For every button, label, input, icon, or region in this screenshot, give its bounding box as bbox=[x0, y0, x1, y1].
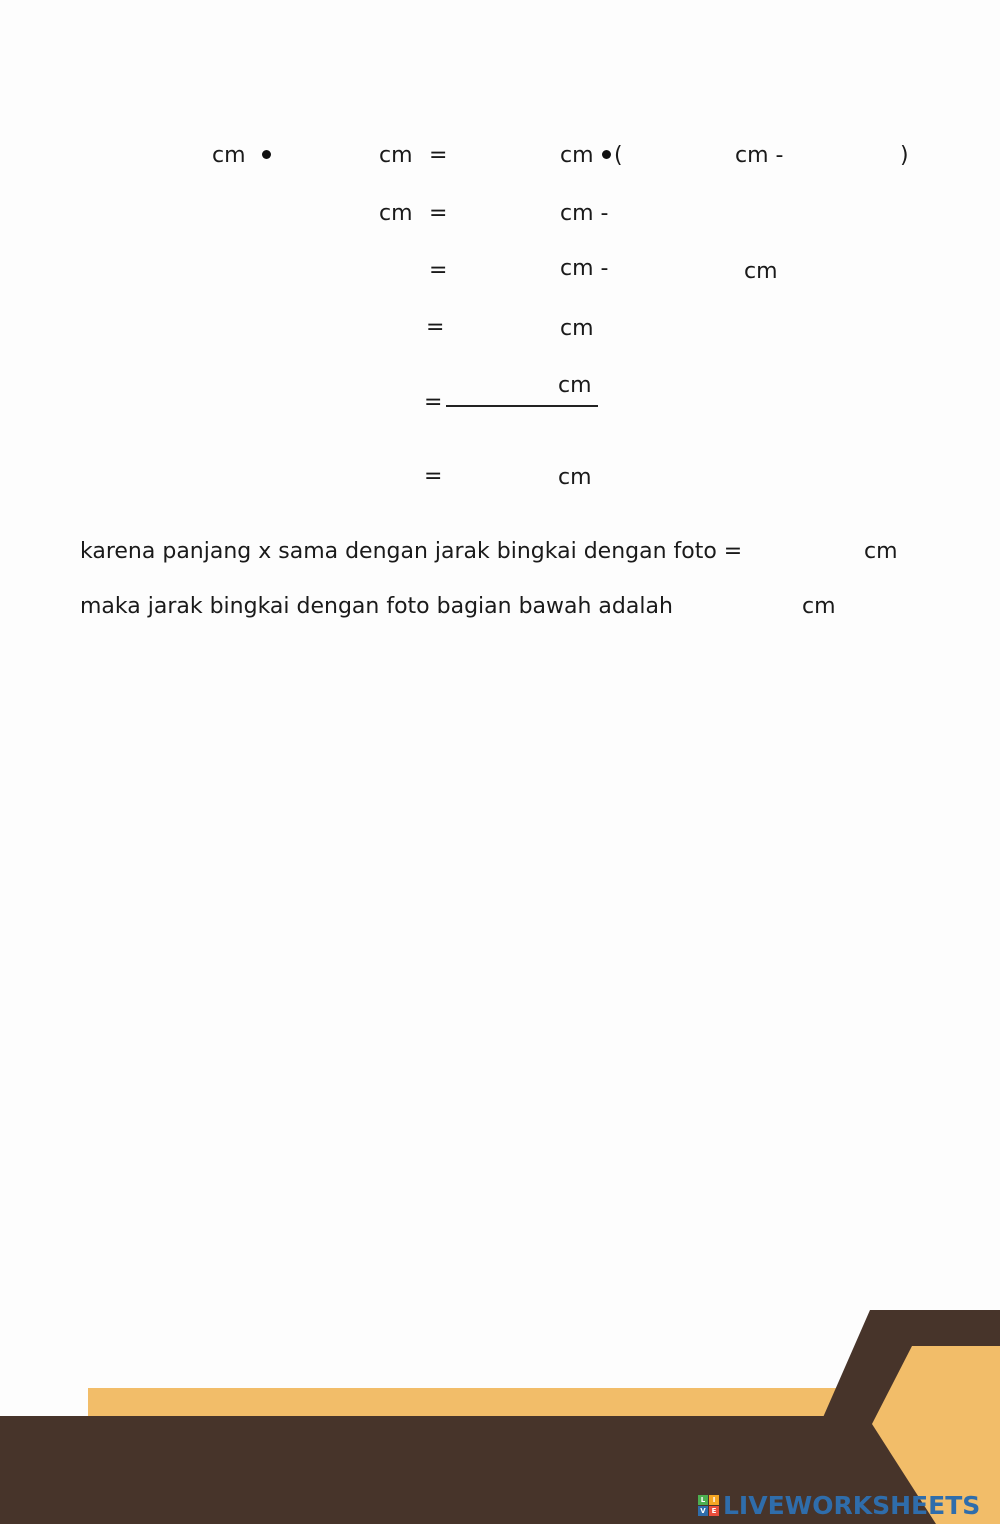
row3-unit-a: cm - bbox=[560, 256, 609, 281]
conclusion-line-2: maka jarak bingkai dengan foto bagian bawah adalah bbox=[80, 594, 673, 619]
row6-unit-a: cm bbox=[558, 465, 592, 490]
liveworksheets-brand bbox=[698, 1492, 980, 1518]
logo-letter: V bbox=[698, 1506, 708, 1516]
conclusion-line-2-unit: cm bbox=[802, 594, 836, 619]
row1-equals: = bbox=[429, 143, 448, 168]
row4-unit-a: cm bbox=[560, 316, 594, 341]
row5-equals: = bbox=[424, 390, 443, 415]
conclusion-line-1-unit: cm bbox=[864, 539, 898, 564]
row3-equals: = bbox=[429, 258, 448, 283]
logo-letter: E bbox=[709, 1506, 719, 1516]
fraction-line bbox=[446, 405, 598, 407]
row3-unit-b: cm bbox=[744, 259, 778, 284]
row1-paren-close: ) bbox=[900, 143, 909, 168]
liveworksheets-logo-icon bbox=[698, 1495, 719, 1516]
row4-equals: = bbox=[426, 315, 445, 340]
row2-equals: = bbox=[429, 201, 448, 226]
row5-numerator-unit: cm bbox=[558, 373, 592, 398]
multiply-dot bbox=[602, 150, 611, 159]
row1-unit-c: cm bbox=[560, 143, 594, 168]
logo-letter: I bbox=[709, 1495, 719, 1505]
row1-unit-d: cm - bbox=[735, 143, 784, 168]
conclusion-line-1: karena panjang x sama dengan jarak bingkai dengan foto = bbox=[80, 539, 743, 564]
logo-letter: L bbox=[698, 1495, 708, 1505]
row1-unit-a: cm bbox=[212, 143, 246, 168]
row1-unit-b: cm bbox=[379, 143, 413, 168]
liveworksheets-wordmark: LIVEWORKSHEETS bbox=[723, 1490, 981, 1520]
multiply-dot bbox=[262, 150, 271, 159]
row2-unit-a: cm bbox=[379, 201, 413, 226]
row2-unit-b: cm - bbox=[560, 201, 609, 226]
row6-equals: = bbox=[424, 464, 443, 489]
row1-paren-open: ( bbox=[614, 143, 623, 168]
